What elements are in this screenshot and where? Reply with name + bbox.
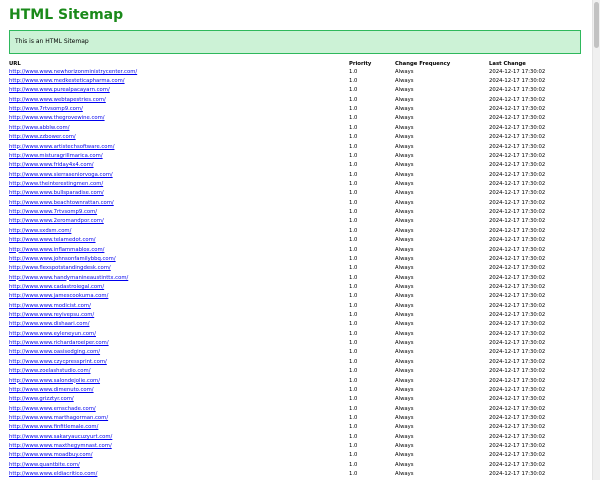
table-row [9,469,583,478]
table-row [9,67,583,76]
change-frequency-cell: Always [395,162,414,169]
priority-cell: 1.0 [349,283,358,290]
url-cell [9,76,349,85]
priority-cell: 1.0 [349,180,358,187]
change-frequency-cell: Always [395,414,414,421]
table-row [9,86,583,95]
url-cell [9,245,349,254]
last-change-cell: 2024-12-17 17:30:02 [489,321,546,328]
url-cell [9,357,349,366]
sitemap-link[interactable]: http://www.www.reyivepsu.com/ [9,312,95,319]
last-change-cell: 2024-12-17 17:30:02 [489,255,546,262]
url-cell [9,301,349,310]
table-row [9,357,583,366]
sitemap-link[interactable]: http://www.www.maxthegymnast.com/ [9,443,112,450]
change-frequency-cell: Always [395,321,414,328]
url-cell [9,310,349,319]
header-priority: Priority [349,60,372,67]
table-row [9,235,583,244]
priority-cell: 1.0 [349,312,358,319]
priority-cell: 1.0 [349,87,358,94]
last-change-cell: 2024-12-17 17:30:02 [489,293,546,300]
sitemap-link[interactable]: http://www.www.2eromandpor.com/ [9,218,104,225]
last-change-cell: 2024-12-17 17:30:02 [489,209,546,216]
change-frequency-cell: Always [395,106,414,113]
table-row [9,395,583,404]
table-row [9,161,583,170]
url-cell [9,320,349,329]
priority-cell: 1.0 [349,134,358,141]
priority-cell: 1.0 [349,377,358,384]
priority-cell: 1.0 [349,209,358,216]
intro-text: This is an HTML Sitemap [15,38,89,45]
sitemap-link[interactable]: http://www.www.webtapestries.com/ [9,96,106,103]
change-frequency-cell: Always [395,255,414,262]
url-cell [9,95,349,104]
priority-cell: 1.0 [349,424,358,431]
header-last-change: Last Change [489,60,526,67]
url-cell [9,264,349,273]
change-frequency-cell: Always [395,227,414,234]
priority-cell: 1.0 [349,433,358,440]
change-frequency-cell: Always [395,358,414,365]
change-frequency-cell: Always [395,209,414,216]
table-row [9,310,583,319]
last-change-cell: 2024-12-17 17:30:02 [489,405,546,412]
url-cell [9,104,349,113]
url-cell [9,114,349,123]
url-cell [9,273,349,282]
url-cell [9,226,349,235]
last-change-cell: 2024-12-17 17:30:02 [489,199,546,206]
url-cell [9,460,349,469]
table-row [9,348,583,357]
change-frequency-cell: Always [395,452,414,459]
last-change-cell: 2024-12-17 17:30:02 [489,180,546,187]
last-change-cell: 2024-12-17 17:30:02 [489,152,546,159]
url-cell [9,451,349,460]
change-frequency-cell: Always [395,471,414,478]
sitemap-link[interactable]: http://www.www.medkesteticapharma.com/ [9,78,125,85]
priority-cell: 1.0 [349,302,358,309]
priority-cell: 1.0 [349,265,358,272]
table-row [9,114,583,123]
table-header-row [9,60,583,67]
url-cell [9,235,349,244]
url-cell [9,385,349,394]
table-row [9,264,583,273]
last-change-cell: 2024-12-17 17:30:02 [489,171,546,178]
last-change-cell: 2024-12-17 17:30:02 [489,78,546,85]
priority-cell: 1.0 [349,461,358,468]
sitemap-link[interactable]: http://www.www.jamescookuma.com/ [9,293,109,300]
change-frequency-cell: Always [395,461,414,468]
sitemap-link[interactable]: http://www.www.sierraseniorvoga.com/ [9,171,113,178]
change-frequency-cell: Always [395,312,414,319]
sitemap-link[interactable]: http://www.www.moadbuy.com/ [9,452,93,459]
url-cell [9,151,349,160]
url-cell [9,207,349,216]
sitemap-link[interactable]: http://www.www.purealpacayarn.com/ [9,87,110,94]
table-row [9,170,583,179]
priority-cell: 1.0 [349,143,358,150]
url-cell [9,189,349,198]
table-row [9,301,583,310]
sitemap-link[interactable]: http://www.www.sakaryaucuzyurt.com/ [9,433,113,440]
url-cell [9,282,349,291]
url-cell [9,254,349,263]
table-row [9,385,583,394]
table-row [9,207,583,216]
priority-cell: 1.0 [349,274,358,281]
url-cell [9,217,349,226]
url-cell [9,329,349,338]
priority-cell: 1.0 [349,106,358,113]
priority-cell: 1.0 [349,190,358,197]
last-change-cell: 2024-12-17 17:30:02 [489,358,546,365]
last-change-cell: 2024-12-17 17:30:02 [489,246,546,253]
sitemap-link[interactable]: http://www.www.dimenuto.com/ [9,386,94,393]
change-frequency-cell: Always [395,424,414,431]
sitemap-link[interactable]: http://www.theinterestingmen.com/ [9,180,104,187]
sitemap-table [9,60,583,479]
last-change-cell: 2024-12-17 17:30:02 [489,471,546,478]
change-frequency-cell: Always [395,190,414,197]
last-change-cell: 2024-12-17 17:30:02 [489,68,546,75]
sitemap-link[interactable]: http://www.zoelashstudio.com/ [9,368,91,375]
sitemap-link[interactable]: http://www.www.cadastroiegal.com/ [9,283,105,290]
table-row [9,254,583,263]
last-change-cell: 2024-12-17 17:30:02 [489,386,546,393]
change-frequency-cell: Always [395,246,414,253]
sitemap-link[interactable]: http://www.misturagrillmarica.com/ [9,152,103,159]
vertical-scrollbar[interactable] [592,0,600,480]
sitemap-link[interactable]: http://www.www.czycpressprint.com/ [9,358,107,365]
priority-cell: 1.0 [349,255,358,262]
sitemap-link[interactable]: http://www.www.modicist.com/ [9,302,91,309]
change-frequency-cell: Always [395,340,414,347]
change-frequency-cell: Always [395,274,414,281]
last-change-cell: 2024-12-17 17:30:02 [489,115,546,122]
header-change-frequency: Change Frequency [395,60,451,67]
url-cell [9,133,349,142]
change-frequency-cell: Always [395,199,414,206]
table-row [9,460,583,469]
sitemap-link[interactable]: http://www.www.eldiacritico.com/ [9,471,98,478]
change-frequency-cell: Always [395,68,414,75]
table-row [9,217,583,226]
change-frequency-cell: Always [395,78,414,85]
sitemap-link[interactable]: http://www.zzbower.com/ [9,134,76,141]
url-cell [9,348,349,357]
url-cell [9,142,349,151]
table-row [9,367,583,376]
change-frequency-cell: Always [395,218,414,225]
url-cell [9,86,349,95]
priority-cell: 1.0 [349,218,358,225]
header-url: URL [9,60,21,67]
table-row [9,282,583,291]
priority-cell: 1.0 [349,78,358,85]
sitemap-link[interactable]: http://www.www.oasisedging.com/ [9,349,101,356]
change-frequency-cell: Always [395,293,414,300]
table-row [9,273,583,282]
change-frequency-cell: Always [395,433,414,440]
sitemap-link[interactable]: http://www.www.newhorizonministrycenter.com/ [9,68,138,75]
url-cell [9,367,349,376]
priority-cell: 1.0 [349,237,358,244]
priority-cell: 1.0 [349,124,358,131]
priority-cell: 1.0 [349,396,358,403]
sitemap-link[interactable]: http://www.www.friday4x4.com/ [9,162,94,169]
table-row [9,142,583,151]
last-change-cell: 2024-12-17 17:30:02 [489,424,546,431]
table-row [9,151,583,160]
url-cell [9,179,349,188]
sitemap-link[interactable]: http://www.www.richardaroeiper.com/ [9,340,109,347]
table-row [9,95,583,104]
sitemap-link[interactable]: http://www.www.eyleneyun.com/ [9,330,96,337]
table-row [9,404,583,413]
url-cell [9,469,349,478]
last-change-cell: 2024-12-17 17:30:02 [489,396,546,403]
sitemap-link[interactable]: http://www.www.telamedot.com/ [9,237,96,244]
priority-cell: 1.0 [349,330,358,337]
url-cell [9,292,349,301]
change-frequency-cell: Always [395,180,414,187]
last-change-cell: 2024-12-17 17:30:02 [489,96,546,103]
url-cell [9,198,349,207]
table-row [9,292,583,301]
table-row [9,441,583,450]
change-frequency-cell: Always [395,171,414,178]
priority-cell: 1.0 [349,405,358,412]
table-row [9,123,583,132]
last-change-cell: 2024-12-17 17:30:02 [489,143,546,150]
priority-cell: 1.0 [349,452,358,459]
last-change-cell: 2024-12-17 17:30:02 [489,443,546,450]
change-frequency-cell: Always [395,152,414,159]
change-frequency-cell: Always [395,396,414,403]
url-cell [9,441,349,450]
last-change-cell: 2024-12-17 17:30:02 [489,218,546,225]
last-change-cell: 2024-12-17 17:30:02 [489,283,546,290]
change-frequency-cell: Always [395,124,414,131]
sitemap-link[interactable]: http://www.7rtvsomp9.com/ [9,106,83,113]
table-row [9,320,583,329]
change-frequency-cell: Always [395,283,414,290]
last-change-cell: 2024-12-17 17:30:02 [489,162,546,169]
change-frequency-cell: Always [395,368,414,375]
url-cell [9,395,349,404]
priority-cell: 1.0 [349,349,358,356]
sitemap-link[interactable]: http://www.www.emschade.com/ [9,405,96,412]
table-row [9,413,583,422]
last-change-cell: 2024-12-17 17:30:02 [489,349,546,356]
last-change-cell: 2024-12-17 17:30:02 [489,340,546,347]
last-change-cell: 2024-12-17 17:30:02 [489,433,546,440]
sitemap-link[interactable]: http://www.www.salondejolie.com/ [9,377,101,384]
url-cell [9,423,349,432]
last-change-cell: 2024-12-17 17:30:02 [489,134,546,141]
priority-cell: 1.0 [349,386,358,393]
last-change-cell: 2024-12-17 17:30:02 [489,237,546,244]
table-row [9,432,583,441]
last-change-cell: 2024-12-17 17:30:02 [489,190,546,197]
last-change-cell: 2024-12-17 17:30:02 [489,461,546,468]
priority-cell: 1.0 [349,414,358,421]
sitemap-link[interactable]: http://www.www.thegrovewine.com/ [9,115,105,122]
sitemap-link[interactable]: http://www.abblw.com/ [9,124,70,131]
table-row [9,104,583,113]
change-frequency-cell: Always [395,87,414,94]
sitemap-link[interactable]: http://www.www.inflammablox.com/ [9,246,105,253]
change-frequency-cell: Always [395,377,414,384]
sitemap-link[interactable]: http://www.grizztyr.com/ [9,396,74,403]
table-row [9,198,583,207]
table-body [9,67,583,479]
change-frequency-cell: Always [395,330,414,337]
priority-cell: 1.0 [349,340,358,347]
sitemap-link[interactable]: http://www.www.marthagorman.com/ [9,414,109,421]
priority-cell: 1.0 [349,246,358,253]
sitemap-link[interactable]: http://www.www.bullsparadise.com/ [9,190,104,197]
url-cell [9,123,349,132]
change-frequency-cell: Always [395,405,414,412]
table-row [9,76,583,85]
priority-cell: 1.0 [349,152,358,159]
table-row [9,226,583,235]
last-change-cell: 2024-12-17 17:30:02 [489,274,546,281]
priority-cell: 1.0 [349,115,358,122]
priority-cell: 1.0 [349,171,358,178]
priority-cell: 1.0 [349,443,358,450]
table-row [9,189,583,198]
priority-cell: 1.0 [349,358,358,365]
priority-cell: 1.0 [349,162,358,169]
change-frequency-cell: Always [395,302,414,309]
url-cell [9,67,349,76]
sitemap-link[interactable]: http://www.www.handymanineaustinttx.com/ [9,274,129,281]
table-row [9,376,583,385]
priority-cell: 1.0 [349,321,358,328]
last-change-cell: 2024-12-17 17:30:02 [489,452,546,459]
change-frequency-cell: Always [395,265,414,272]
intro-box [9,30,581,54]
url-cell [9,432,349,441]
change-frequency-cell: Always [395,134,414,141]
last-change-cell: 2024-12-17 17:30:02 [489,87,546,94]
priority-cell: 1.0 [349,293,358,300]
last-change-cell: 2024-12-17 17:30:02 [489,414,546,421]
change-frequency-cell: Always [395,349,414,356]
sitemap-link[interactable]: http://www.www.dishaari.com/ [9,321,90,328]
last-change-cell: 2024-12-17 17:30:02 [489,368,546,375]
sitemap-link[interactable]: http://www.www.artistechsoftware.com/ [9,143,115,150]
url-cell [9,338,349,347]
priority-cell: 1.0 [349,227,358,234]
priority-cell: 1.0 [349,471,358,478]
url-cell [9,161,349,170]
scrollbar-thumb[interactable] [594,2,599,48]
change-frequency-cell: Always [395,115,414,122]
last-change-cell: 2024-12-17 17:30:02 [489,302,546,309]
priority-cell: 1.0 [349,199,358,206]
table-row [9,329,583,338]
table-row [9,451,583,460]
change-frequency-cell: Always [395,443,414,450]
table-row [9,133,583,142]
change-frequency-cell: Always [395,143,414,150]
last-change-cell: 2024-12-17 17:30:02 [489,265,546,272]
table-row [9,423,583,432]
change-frequency-cell: Always [395,237,414,244]
priority-cell: 1.0 [349,368,358,375]
url-cell [9,404,349,413]
sitemap-link[interactable]: http://www.sxdsm.com/ [9,227,72,234]
change-frequency-cell: Always [395,386,414,393]
last-change-cell: 2024-12-17 17:30:02 [489,227,546,234]
url-cell [9,170,349,179]
page-title: HTML Sitemap [9,7,124,23]
sitemap-link[interactable]: http://www.www.johnsonfamilybbq.com/ [9,255,116,262]
table-row [9,179,583,188]
last-change-cell: 2024-12-17 17:30:02 [489,377,546,384]
sitemap-link[interactable]: http://www.www.finfitlemale.com/ [9,424,99,431]
last-change-cell: 2024-12-17 17:30:02 [489,124,546,131]
table-row [9,338,583,347]
priority-cell: 1.0 [349,96,358,103]
url-cell [9,376,349,385]
sitemap-link[interactable]: http://www.quantbite.com/ [9,461,80,468]
sitemap-link[interactable]: http://www.www.beachtownrattan.com/ [9,199,114,206]
change-frequency-cell: Always [395,96,414,103]
last-change-cell: 2024-12-17 17:30:02 [489,312,546,319]
sitemap-link[interactable]: http://www.www.7rtvsomp9.com/ [9,209,98,216]
last-change-cell: 2024-12-17 17:30:02 [489,330,546,337]
last-change-cell: 2024-12-17 17:30:02 [489,106,546,113]
table-row [9,245,583,254]
url-cell [9,413,349,422]
priority-cell: 1.0 [349,68,358,75]
sitemap-link[interactable]: http://www.flexspotstandingdesk.com/ [9,265,111,272]
